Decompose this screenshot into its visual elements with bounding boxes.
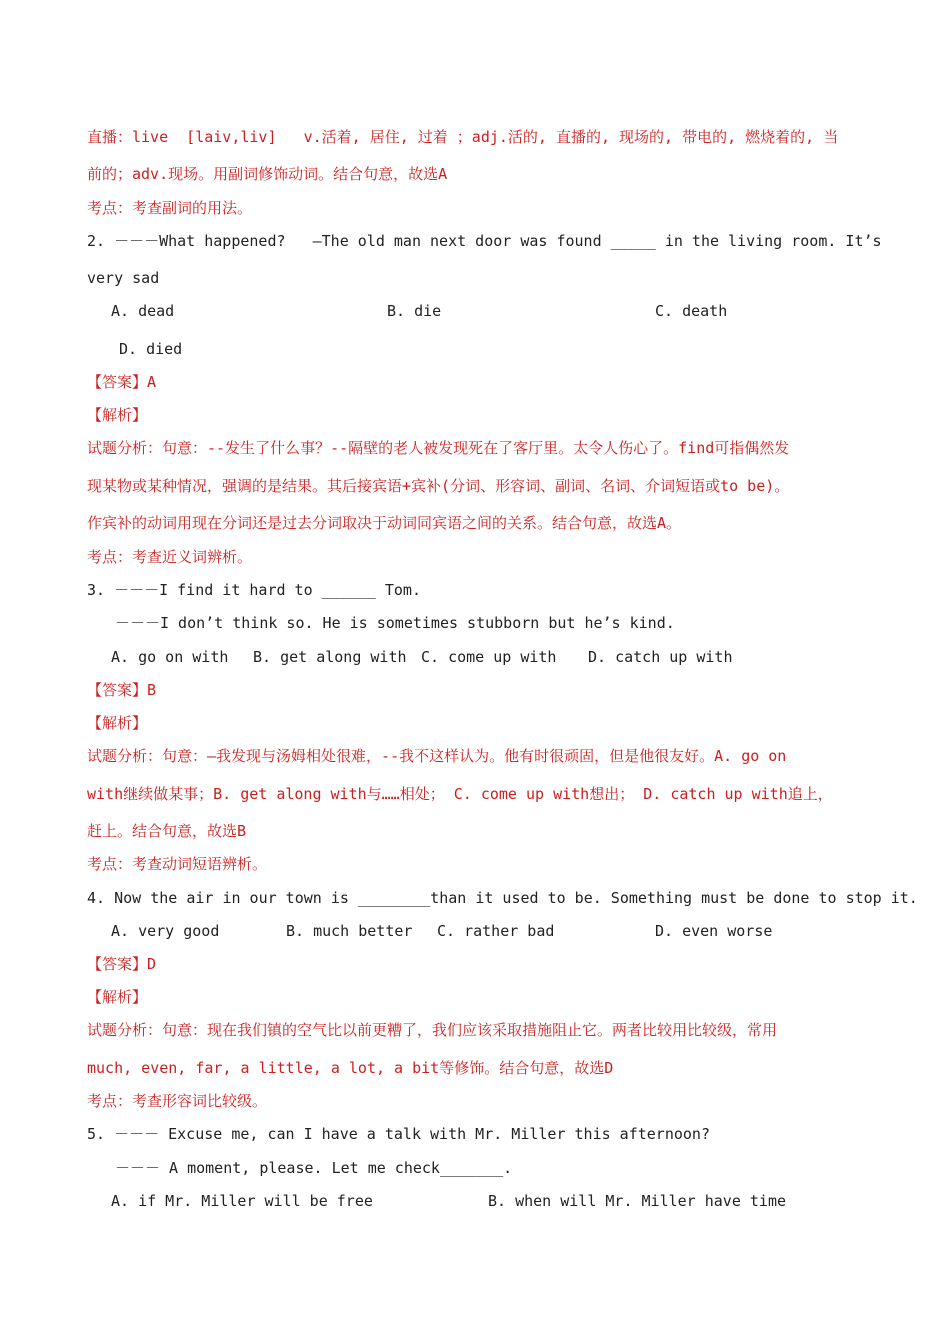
analysis-line: with继续做某事；B. get along with与……相处； C. come up with想出； D. catch up with追上， [87, 785, 833, 803]
analysis-line: 试题分析：句意：—我发现与汤姆相处很难，--我不这样认为。他有时很顽固，但是他很友好。A. go on [87, 747, 787, 765]
option-d: D. catch up with [588, 648, 733, 666]
analysis-line: 赶上。结合句意，故选B [87, 822, 247, 840]
answer: 【答案】A [87, 373, 157, 391]
option-a: A. very good [111, 922, 220, 940]
option-c: C. rather bad [437, 922, 555, 940]
option-b: B. much better [286, 922, 413, 940]
option-a: A. if Mr. Miller will be free [111, 1192, 373, 1210]
option-a: A. go on with [111, 648, 229, 666]
question-stem: very sad [87, 269, 160, 287]
answer: 【答案】D [87, 955, 157, 973]
explanation-line: 直播：live [laiv,liv] v.活着, 居住, 过着 ；adj.活的, 直播的, 现场的, 带电的, 燃烧着的, 当 [87, 128, 839, 146]
kaodian: 考点：考查副词的用法。 [87, 199, 253, 217]
jiexi-heading: 【解析】 [87, 988, 148, 1006]
kaodian: 考点：考查动词短语辨析。 [87, 855, 268, 873]
analysis-line: 试题分析：句意：--发生了什么事？--隔壁的老人被发现死在了客厅里。太令人伤心了。find可指偶然发 [87, 439, 790, 457]
option-d: D. died [119, 340, 183, 358]
question-stem: －－－I don’t think so. He is sometimes stubborn but he’s kind. [115, 614, 675, 632]
analysis-line: 作宾补的动词用现在分词还是过去分词取决于动词同宾语之间的关系。结合句意，故选A。 [87, 514, 682, 532]
option-c: C. come up with [421, 648, 557, 666]
question-stem: 3. －－－I find it hard to ______ Tom. [87, 581, 421, 599]
jiexi-heading: 【解析】 [87, 406, 148, 424]
option-b: B. get along with [253, 648, 407, 666]
kaodian: 考点：考查近义词辨析。 [87, 548, 253, 566]
explanation-line: 前的；adv.现场。用副词修饰动词。结合句意，故选A [87, 165, 448, 183]
question-stem: 2. －－－What happened? —The old man next door was found _____ in the living room. It’s [87, 232, 882, 250]
option-c: C. death [655, 302, 728, 320]
option-d: D. even worse [655, 922, 773, 940]
answer: 【答案】B [87, 681, 157, 699]
question-stem: －－－ A moment, please. Let me check_______. [115, 1159, 513, 1177]
question-stem: 4. Now the air in our town is ________than it used to be. Something must be done to stop it. [87, 889, 918, 907]
option-b: B. die [387, 302, 442, 320]
option-b: B. when will Mr. Miller have time [488, 1192, 787, 1210]
kaodian: 考点：考查形容词比较级。 [87, 1092, 268, 1110]
analysis-line: 试题分析：句意：现在我们镇的空气比以前更糟了，我们应该采取措施阻止它。两者比较用比较级，常用 [87, 1021, 778, 1039]
analysis-line: much, even, far, a little, a lot, a bit等修饰。结合句意，故选D [87, 1059, 614, 1077]
jiexi-heading: 【解析】 [87, 714, 148, 732]
question-stem: 5. －－－ Excuse me, can I have a talk with Mr. Miller this afternoon? [87, 1125, 710, 1143]
analysis-line: 现某物或某种情况，强调的是结果。其后接宾语+宾补(分词、形容词、副词、名词、介词短语或to be)。 [87, 477, 790, 495]
option-a: A. dead [111, 302, 175, 320]
